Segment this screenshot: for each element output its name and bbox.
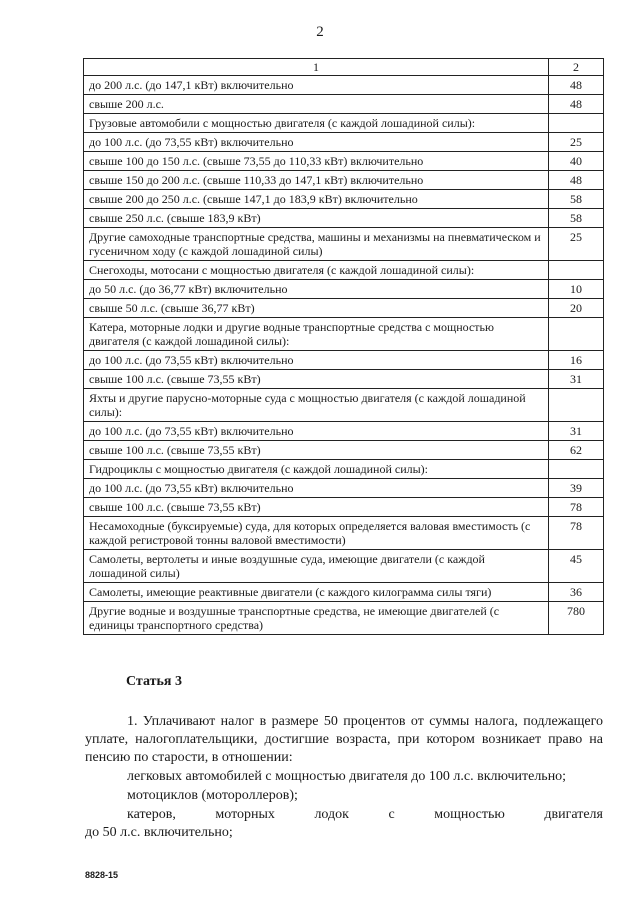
row-rate: 31 [549,422,604,441]
row-rate: 31 [549,370,604,389]
row-rate: 58 [549,190,604,209]
list-item-boats [85,806,603,842]
row-rate [549,318,604,351]
row-rate: 78 [549,517,604,550]
word: катеров, [127,807,176,822]
row-rate: 10 [549,280,604,299]
row-label: до 50 л.с. (до 36,77 кВт) включительно [84,280,549,299]
row-rate [549,114,604,133]
list-item-motorcycles: мотоциклов (мотороллеров); [127,788,298,803]
table-row [84,261,604,280]
row-rate: 58 [549,209,604,228]
row-rate: 78 [549,498,604,517]
row-rate: 39 [549,479,604,498]
list-item-cars: легковых автомобилей с мощностью двигателя до 100 л.с. включительно; [127,769,567,784]
row-label: Другие водные и воздушные транспортные средства, не имеющие двигателей (с единицы транспортного средства) [84,602,549,635]
row-label: свыше 150 до 200 л.с. (свыше 110,33 до 147,1 кВт) включительно [84,171,549,190]
row-label: до 100 л.с. (до 73,55 кВт) включительно [84,351,549,370]
table-row [84,280,604,299]
table-row [84,498,604,517]
row-label: свыше 100 до 150 л.с. (свыше 73,55 до 110,33 кВт) включительно [84,152,549,171]
page-number: 2 [316,24,324,40]
row-rate [549,460,604,479]
row-rate: 780 [549,602,604,635]
word: с [388,807,395,822]
row-label: свыше 50 л.с. (свыше 36,77 кВт) [84,299,549,318]
table-header-row [84,59,604,76]
table-row [84,583,604,602]
row-rate: 36 [549,583,604,602]
table-row [84,76,604,95]
table-row [84,441,604,460]
table-row [84,133,604,152]
table-row [84,479,604,498]
row-rate: 20 [549,299,604,318]
table-row [84,550,604,583]
document-code: 8828-15 [85,870,119,880]
row-rate: 16 [549,351,604,370]
table-row [84,602,604,635]
list-item-boats-line2: до 50 л.с. включительно; [85,825,233,840]
row-label: свыше 100 л.с. (свыше 73,55 кВт) [84,498,549,517]
word: двигателя [544,807,603,822]
row-rate: 25 [549,133,604,152]
column-header-2: 2 [549,59,604,76]
row-label: Самолеты, вертолеты и иные воздушные суда, имеющие двигатели (с каждой лошадиной силы) [84,550,549,583]
table-row [84,318,604,351]
row-label: Другие самоходные транспортные средства, машины и механизмы на пневматическом и гусеничном ходу (с каждой лошадиной силы) [84,228,549,261]
table-row [84,95,604,114]
article-title: Статья 3 [126,674,182,689]
table-row [84,299,604,318]
row-label: Катера, моторные лодки и другие водные транспортные средства с мощностью двигателя (с каждой лошадиной силы): [84,318,549,351]
row-label: свыше 200 л.с. [84,95,549,114]
row-label: Самолеты, имеющие реактивные двигатели (с каждого килограмма силы тяги) [84,583,549,602]
row-label: Гидроциклы с мощностью двигателя (с каждой лошадиной силы): [84,460,549,479]
table-row [84,228,604,261]
row-rate: 25 [549,228,604,261]
row-label: до 100 л.с. (до 73,55 кВт) включительно [84,133,549,152]
row-label: до 200 л.с. (до 147,1 кВт) включительно [84,76,549,95]
row-label: до 100 л.с. (до 73,55 кВт) включительно [84,422,549,441]
table-row [84,152,604,171]
row-rate: 45 [549,550,604,583]
list-item-boats-line1 [85,806,603,824]
table-row [84,114,604,133]
row-rate: 62 [549,441,604,460]
row-label: свыше 250 л.с. (свыше 183,9 кВт) [84,209,549,228]
article-paragraph-1: 1. Уплачивают налог в размере 50 процентов от суммы налога, подлежащего уплате, налогоплательщики, достигшие возраста, при котором возникает право на пенсию по старости, в отношении: [85,714,603,765]
word: лодок [314,807,349,822]
column-header-1: 1 [84,59,549,76]
row-label: Яхты и другие парусно-моторные суда с мощностью двигателя (с каждой лошадиной силы): [84,389,549,422]
table-row [84,190,604,209]
row-label: Несамоходные (буксируемые) суда, для которых определяется валовая вместимость (с каждой регистровой тонны валовой вместимости) [84,517,549,550]
row-label: Снегоходы, мотосани с мощностью двигателя (с каждой лошадиной силы): [84,261,549,280]
table-row [84,389,604,422]
table-row [84,370,604,389]
word: моторных [215,807,275,822]
row-rate: 48 [549,76,604,95]
row-rate [549,389,604,422]
table-row [84,517,604,550]
row-label: свыше 100 л.с. (свыше 73,55 кВт) [84,441,549,460]
tax-rate-table [83,58,604,635]
row-rate [549,261,604,280]
word: мощностью [434,807,505,822]
table-row [84,209,604,228]
row-rate: 48 [549,171,604,190]
row-label: свыше 100 л.с. (свыше 73,55 кВт) [84,370,549,389]
row-rate: 40 [549,152,604,171]
table-row [84,351,604,370]
row-label: до 100 л.с. (до 73,55 кВт) включительно [84,479,549,498]
table-row [84,422,604,441]
row-label: Грузовые автомобили с мощностью двигателя (с каждой лошадиной силы): [84,114,549,133]
table-row [84,460,604,479]
table-row [84,171,604,190]
row-label: свыше 200 до 250 л.с. (свыше 147,1 до 183,9 кВт) включительно [84,190,549,209]
row-rate: 48 [549,95,604,114]
